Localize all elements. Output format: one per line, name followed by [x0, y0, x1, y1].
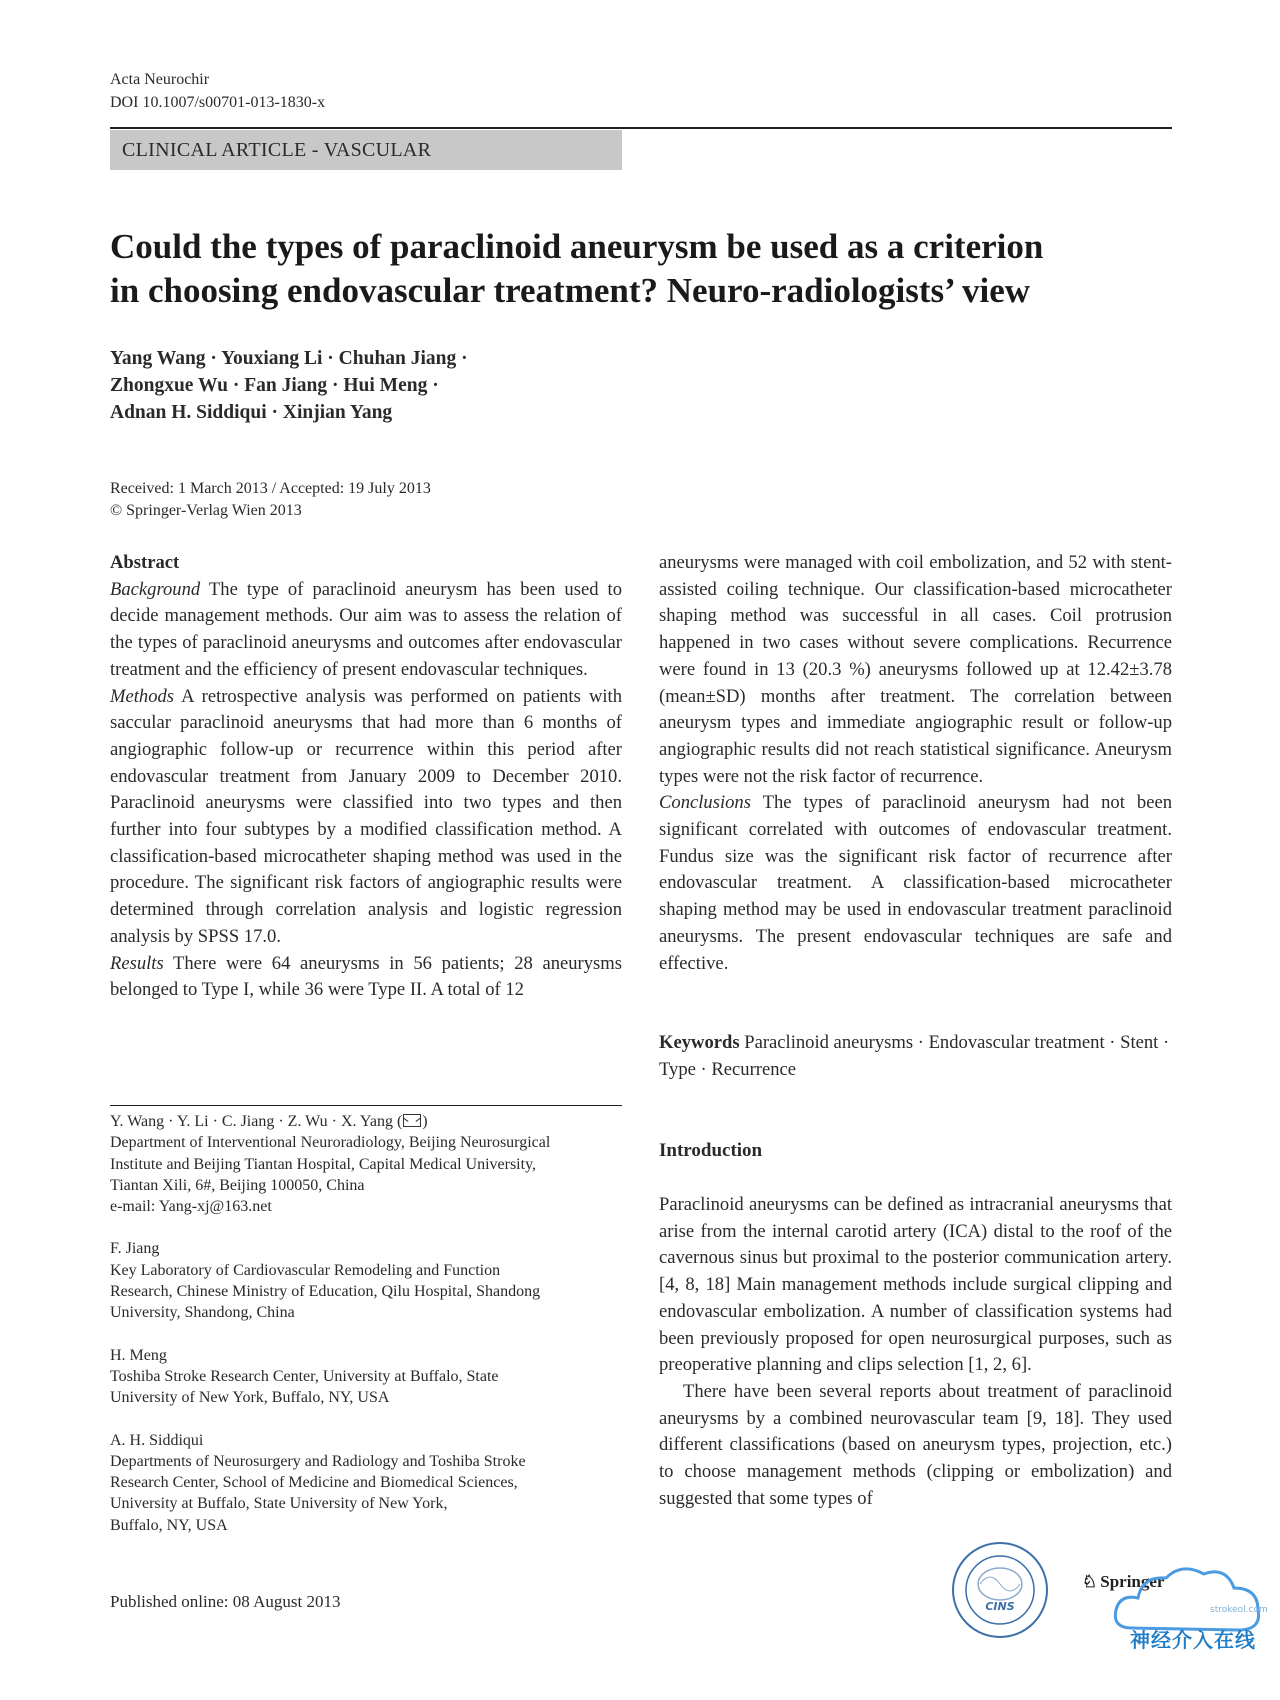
background-text: The type of paraclinoid aneurysm has been used to decide management methods. Our aim was to assess the relation of the types of paraclinoid aneurysms and outcomes after endovascular treatment and the efficiency of present endovascular techniques.: [110, 578, 623, 680]
affiliation-3-line: University of New York, Buffalo, NY, USA: [110, 1389, 390, 1407]
abstract-right-column: [659, 550, 1172, 977]
affiliation-3: [110, 1345, 622, 1409]
keywords-label: Keywords: [659, 1032, 740, 1053]
affiliation-2-line: Key Laboratory of Cardiovascular Remodeling and Function: [110, 1261, 501, 1279]
article-title: [110, 225, 1110, 313]
published-online: Published online: 08 August 2013: [110, 1592, 341, 1611]
affiliation-3-name: H. Meng: [110, 1346, 167, 1364]
affiliation-1-names: [110, 1111, 622, 1132]
affiliations: [110, 1111, 622, 1557]
copyright: © Springer-Verlag Wien 2013: [110, 502, 302, 519]
dates-block: [110, 478, 431, 522]
intro-paragraph-1: Paraclinoid aneurysms can be defined as intracranial aneurysms that arise from the internal carotid artery (ICA) distal to the roof of the cavernous sinus but proximal to the posterior communication artery. [4, 8, 18] Main management methods include surgical clipping and endovascular embolization. A number of classification systems had been previously proposed for open neurosurgical purposes, such as preoperative planning and clips selection [1, 2, 6].: [659, 1194, 1172, 1376]
introduction-body: [659, 1192, 1172, 1512]
affiliation-2-name: F. Jiang: [110, 1240, 160, 1258]
conclusions-label: Conclusions: [659, 792, 751, 814]
abstract-methods: [110, 684, 622, 951]
abstract-left-column: [110, 550, 622, 1004]
watermark-text: 神经介入在线: [1130, 1628, 1256, 1652]
background-label: Background: [110, 578, 201, 600]
affiliation-2: [110, 1238, 622, 1323]
journal-header: [110, 68, 325, 114]
affiliation-rule: [110, 1105, 622, 1106]
affiliation-4-line: Departments of Neurosurgery and Radiology and Toshiba Stroke: [110, 1452, 526, 1470]
abstract-conclusions: [659, 790, 1172, 977]
affiliation-1: [110, 1111, 622, 1217]
affiliation-1-line: Institute and Beijing Tiantan Hospital, Capital Medical University,: [110, 1155, 537, 1173]
title-line-2: in choosing endovascular treatment? Neuro-radiologists’ view: [110, 271, 1031, 310]
affiliation-4: [110, 1430, 622, 1536]
watermark-url: strokeol.com: [1210, 1605, 1268, 1615]
abstract-background: [110, 577, 622, 684]
authors-line-3: Adnan H. Siddiqui · Xinjian Yang: [110, 402, 393, 423]
affiliation-1-authors: Y. Wang · Y. Li · C. Jiang · Z. Wu · X. Yang (: [110, 1113, 403, 1130]
header-rule: [110, 127, 1172, 129]
section-label: CLINICAL ARTICLE - VASCULAR: [110, 130, 622, 170]
results-label: Results: [110, 952, 164, 974]
abstract-heading: Abstract: [110, 552, 180, 573]
keywords: [659, 1030, 1172, 1083]
envelope-icon: [403, 1114, 421, 1127]
affiliation-2-line: Research, Chinese Ministry of Education, Qilu Hospital, Shandong: [110, 1283, 541, 1301]
cins-seal-logo: [950, 1540, 1050, 1640]
affiliation-3-line: Toshiba Stroke Research Center, University at Buffalo, State: [110, 1367, 499, 1385]
affiliation-4-line: Buffalo, NY, USA: [110, 1516, 228, 1534]
affiliation-1-line: Department of Interventional Neuroradiology, Beijing Neurosurgical: [110, 1134, 551, 1152]
title-line-1: Could the types of paraclinoid aneurysm be used as a criterion: [110, 227, 1044, 266]
affiliation-4-name: A. H. Siddiqui: [110, 1431, 204, 1449]
affiliation-4-line: Research Center, School of Medicine and Biomedical Sciences,: [110, 1474, 518, 1492]
methods-label: Methods: [110, 685, 175, 707]
affiliation-2-line: University, Shandong, China: [110, 1304, 295, 1322]
author-list: [110, 345, 630, 426]
abstract-results: [110, 951, 622, 1004]
introduction-heading: Introduction: [659, 1140, 763, 1161]
seal-text: CINS: [985, 1600, 1015, 1613]
affiliation-4-line: University at Buffalo, State University of New York,: [110, 1495, 448, 1513]
results-continued: aneurysms were managed with coil embolization, and 52 with stent-assisted coiling technique. Our classification-based microcatheter shaping method was successful in all cases. Coil protrusion happened in two cases without severe complications. Recurrence were found in 13 (20.3 %) aneurysms followed up at 12.42±3.78 (mean±SD) months after treatment. The correlation between aneurysm types and immediate angiographic result or follow-up angiographic results did not reach statistical significance. Aneurysm types were not the risk factor of recurrence.: [659, 552, 1172, 787]
methods-text: A retrospective analysis was performed on patients with saccular paraclinoid aneurysms that had more than 6 months of angiographic follow-up or recurrence within this period after endovascular treatment from January 2009 to December 2010. Paraclinoid aneurysms were classified into two types and then further into four subtypes by a modified classification method. A classification-based microcatheter shaping method was used in the procedure. The significant risk factors of angiographic results were determined through correlation analysis and logistic regression analysis by SPSS 17.0.: [110, 685, 622, 947]
conclusions-text: The types of paraclinoid aneurysm had not been significant correlated with outcomes of endovascular treatment. Fundus size was the significant risk factor of recurrence after endovascular treatment. A classification-based microcatheter shaping method may be used in endovascular treatment paraclinoid aneurysms. The present endovascular techniques are safe and effective.: [659, 792, 1173, 974]
affiliation-1-email: e-mail: Yang-xj@163.net: [110, 1198, 272, 1216]
publisher-name: Springer: [1100, 1572, 1165, 1591]
received-accepted: Received: 1 March 2013 / Accepted: 19 July 2013: [110, 480, 431, 497]
results-text-left: There were 64 aneurysms in 56 patients; 28 aneurysms belonged to Type I, while 36 were Type II. A total of 12: [110, 952, 622, 1001]
journal-name: Acta Neurochir: [110, 71, 210, 88]
doi: DOI 10.1007/s00701-013-1830-x: [110, 94, 326, 111]
keywords-text: Paraclinoid aneurysms · Endovascular treatment · Stent · Type · Recurrence: [659, 1032, 1170, 1080]
affiliation-1-close: ): [422, 1113, 428, 1130]
springer-horse-icon: ♘: [1082, 1572, 1098, 1591]
affiliation-1-line: Tiantan Xili, 6#, Beijing 100050, China: [110, 1176, 365, 1194]
intro-paragraph-2: There have been several reports about treatment of paraclinoid aneurysms by a combined neurovascular team [9, 18]. They used different classifications (based on aneurysm types, projection, etc.) to choose management methods (clipping or embolization) and suggested that some types of: [659, 1380, 1172, 1509]
authors-line-2: Zhongxue Wu · Fan Jiang · Hui Meng ·: [110, 375, 439, 396]
authors-line-1: Yang Wang · Youxiang Li · Chuhan Jiang ·: [110, 348, 468, 369]
